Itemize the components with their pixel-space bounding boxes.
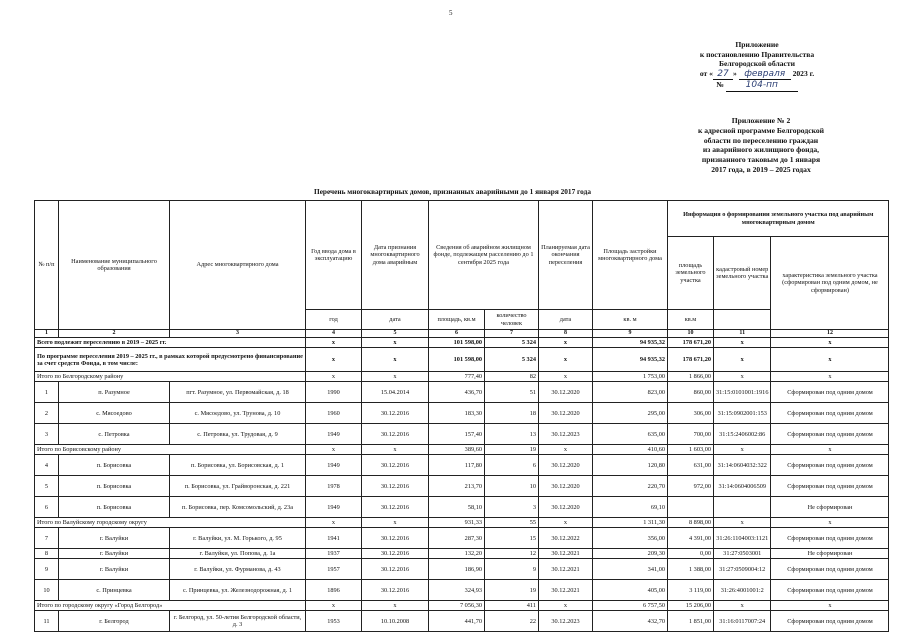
column-number: 8 [539, 330, 593, 338]
houses-table [34, 200, 889, 632]
header-cadastral: кадастровый номер земельного участка [714, 237, 771, 310]
subtotal-row [35, 518, 889, 528]
row-plan-date: 30.12.2022 [539, 528, 593, 549]
row-year: 1941 [306, 528, 362, 549]
header-fund: Сведения об аварийном жилищном фонде, подлежащем расселению до 1 сентября 2025 года [429, 201, 539, 310]
subtotal-label: Итого по Борисовскому району [35, 445, 306, 455]
row-year: 1937 [306, 549, 362, 559]
unit-area: площадь, кв.м [429, 310, 485, 330]
appendix2-heading [690, 116, 832, 175]
total-cell: 5 324 [485, 338, 539, 348]
row-land-feature: Не сформирован [771, 497, 889, 518]
total-cell: 94 935,32 [593, 348, 668, 372]
row-land-feature: Сформирован под одним домом [771, 424, 889, 445]
row-land-area: 700,00 [668, 424, 714, 445]
subtotal-cell: 1 311,30 [593, 518, 668, 528]
row-year: 1949 [306, 424, 362, 445]
row-date: 15.04.2014 [362, 382, 429, 403]
row-land-area: 860,00 [668, 382, 714, 403]
row-plan-date: 30.12.2021 [539, 549, 593, 559]
row-cadastral: 31:27:0509004:12 [714, 559, 771, 580]
row-built-area: 209,30 [593, 549, 668, 559]
row-address: с. Принцевка, ул. Железнодорожная, д. 1 [170, 580, 306, 601]
row-address: г. Белгород, ул. 50-летия Белгородской области, д. 3 [170, 611, 306, 632]
row-year: 1949 [306, 455, 362, 476]
subtotal-cell: 82 [485, 372, 539, 382]
table-row [35, 528, 889, 549]
table-row [35, 382, 889, 403]
row-address: п. Борисовка, пер. Комсомольский, д. 23а [170, 497, 306, 518]
column-number: 2 [59, 330, 170, 338]
row-people: 10 [485, 476, 539, 497]
subtotal-label: Итого по городскому округу «Город Белгород» [35, 601, 306, 611]
column-number: 7 [485, 330, 539, 338]
subtotal-cell: 1 866,00 [668, 372, 714, 382]
row-municipality: г. Валуйки [59, 559, 170, 580]
subtotal-cell: x [306, 518, 362, 528]
number-prefix: № [716, 80, 724, 89]
subtotal-cell: x [539, 518, 593, 528]
row-date: 30.12.2016 [362, 424, 429, 445]
row-cadastral: 31:15:2406002:86 [714, 424, 771, 445]
row-people: 6 [485, 455, 539, 476]
row-address: п. Борисовка, ул. Борисовская, д. 1 [170, 455, 306, 476]
column-number: 3 [170, 330, 306, 338]
row-number: 4 [35, 455, 59, 476]
row-built-area: 120,80 [593, 455, 668, 476]
row-built-area: 295,00 [593, 403, 668, 424]
row-year: 1957 [306, 559, 362, 580]
total-cell: x [714, 348, 771, 372]
row-land-feature: Сформирован под одним домом [771, 559, 889, 580]
unit-plan-date: дата [539, 310, 593, 330]
table-row [35, 424, 889, 445]
row-area: 117,80 [429, 455, 485, 476]
header-land-area: площадь земельного участка [668, 237, 714, 310]
row-year: 1896 [306, 580, 362, 601]
row-number: 5 [35, 476, 59, 497]
total-row [35, 348, 889, 372]
header-land-info: Информация о формировании земельного участка под аварийным многоквартирным домом [668, 201, 889, 237]
row-land-feature: Не сформирован [771, 549, 889, 559]
appendix-date-line [682, 69, 832, 81]
subtotal-cell: 931,33 [429, 518, 485, 528]
header-built-area: Площадь застройки многоквартирного дома [593, 201, 668, 310]
subtotal-cell: x [362, 445, 429, 455]
subtotal-cell: 19 [485, 445, 539, 455]
subtotal-cell: x [771, 518, 889, 528]
subtotal-cell: x [714, 445, 771, 455]
appendix-title: Приложение [735, 40, 779, 49]
row-cadastral: 31:16:0117007:24 [714, 611, 771, 632]
total-cell: x [362, 348, 429, 372]
subtotal-row [35, 601, 889, 611]
row-municipality: с. Принцевка [59, 580, 170, 601]
subtotal-cell: x [306, 601, 362, 611]
total-row [35, 338, 889, 348]
row-municipality: п. Борисовка [59, 497, 170, 518]
row-year: 1960 [306, 403, 362, 424]
row-municipality: п. Борисовка [59, 455, 170, 476]
row-date: 30.12.2016 [362, 528, 429, 549]
unit-year: год [306, 310, 362, 330]
unit-built: кв. м [593, 310, 668, 330]
table-row [35, 611, 889, 632]
row-area: 213,70 [429, 476, 485, 497]
row-date: 30.12.2016 [362, 497, 429, 518]
row-plan-date: 30.12.2023 [539, 424, 593, 445]
row-built-area: 69,10 [593, 497, 668, 518]
row-address: г. Валуйки, ул. Фурманова, д. 43 [170, 559, 306, 580]
table-row [35, 403, 889, 424]
row-address: пгт. Разумное, ул. Первомайская, д. 18 [170, 382, 306, 403]
subtotal-cell: x [714, 518, 771, 528]
subtotal-cell: x [771, 601, 889, 611]
appendix-stamp [682, 40, 832, 92]
subtotal-cell: 15 206,00 [668, 601, 714, 611]
row-municipality: п. Разумное [59, 382, 170, 403]
handwritten-number: 104-пп [745, 80, 778, 90]
row-people: 3 [485, 497, 539, 518]
row-cadastral: 31:15:0101001:1916 [714, 382, 771, 403]
row-plan-date: 30.12.2020 [539, 382, 593, 403]
row-area: 157,40 [429, 424, 485, 445]
subtotal-cell: x [714, 601, 771, 611]
row-land-area: 1 388,00 [668, 559, 714, 580]
total-cell: x [362, 338, 429, 348]
table-row [35, 549, 889, 559]
row-land-area: 631,00 [668, 455, 714, 476]
subtotal-label: Итого по Валуйскому городскому округу [35, 518, 306, 528]
column-number: 9 [593, 330, 668, 338]
total-cell: x [714, 338, 771, 348]
row-date: 30.12.2016 [362, 403, 429, 424]
row-land-area: 306,00 [668, 403, 714, 424]
appendix-line: к постановлению Правительства [699, 49, 815, 59]
row-number: 3 [35, 424, 59, 445]
subtotal-cell: x [306, 445, 362, 455]
row-plan-date: 30.12.2020 [539, 476, 593, 497]
total-label: Всего подлежит переселению в 2019 – 2025 гг. [35, 338, 306, 348]
row-people: 9 [485, 559, 539, 580]
date-mid: » [732, 68, 737, 78]
row-municipality: г. Белгород [59, 611, 170, 632]
row-number: 10 [35, 580, 59, 601]
row-land-area: 3 119,00 [668, 580, 714, 601]
row-land-feature: Сформирован под одним домом [771, 528, 889, 549]
header-year: Год ввода дома в эксплуатацию [306, 201, 362, 310]
subtotal-cell: x [539, 445, 593, 455]
subtotal-cell: 410,60 [593, 445, 668, 455]
row-date: 30.12.2016 [362, 580, 429, 601]
table-row [35, 559, 889, 580]
total-cell: x [539, 338, 593, 348]
handwritten-month: февраля [744, 68, 786, 79]
total-cell: x [306, 348, 362, 372]
page-number: 5 [449, 9, 453, 17]
handwritten-day: 27 [717, 68, 729, 79]
header-num: № п/п [35, 201, 59, 330]
row-date: 30.12.2016 [362, 549, 429, 559]
appendix-number-line [682, 80, 832, 92]
row-built-area: 356,00 [593, 528, 668, 549]
total-cell: x [771, 348, 889, 372]
row-date: 10.10.2008 [362, 611, 429, 632]
table-row [35, 476, 889, 497]
row-area: 58,10 [429, 497, 485, 518]
appendix2-line: к адресной программе Белгородской [697, 125, 825, 135]
row-land-area: 0,00 [668, 549, 714, 559]
row-plan-date: 30.12.2020 [539, 497, 593, 518]
total-cell: 101 598,00 [429, 338, 485, 348]
row-built-area: 405,00 [593, 580, 668, 601]
subtotal-cell: 7 056,30 [429, 601, 485, 611]
subtotal-label: Итого по Белгородскому району [35, 372, 306, 382]
column-number: 6 [429, 330, 485, 338]
row-land-area: 1 851,00 [668, 611, 714, 632]
row-people: 18 [485, 403, 539, 424]
date-year: 2023 г. [792, 68, 815, 78]
row-land-feature: Сформирован под одним домом [771, 580, 889, 601]
row-date: 30.12.2016 [362, 559, 429, 580]
row-municipality: с. Мясоедово [59, 403, 170, 424]
header-land-feature: характеристика земельного участка (сформирован под одним домом, не сформирован) [771, 237, 889, 330]
column-number: 11 [714, 330, 771, 338]
date-prefix: от « [699, 68, 713, 78]
unit-cadastral [714, 310, 771, 330]
row-cadastral: 31:26:1104003:1121 [714, 528, 771, 549]
row-plan-date: 30.12.2023 [539, 611, 593, 632]
row-land-feature: Сформирован под одним домом [771, 382, 889, 403]
row-address: г. Валуйки, ул. Попова, д. 1а [170, 549, 306, 559]
row-area: 436,70 [429, 382, 485, 403]
total-label: По программе переселения 2019 – 2025 гг., в рамках которой предусмотрено финансирование за счет средств Фонда, в том числе: [35, 348, 306, 372]
subtotal-cell: 777,40 [429, 372, 485, 382]
total-cell: 94 935,32 [593, 338, 668, 348]
row-cadastral: 31:27:0503001 [714, 549, 771, 559]
appendix2-line: 2017 года, в 2019 – 2025 годах [711, 164, 811, 174]
row-land-feature: Сформирован под одним домом [771, 476, 889, 497]
subtotal-cell: 389,60 [429, 445, 485, 455]
row-area: 183,30 [429, 403, 485, 424]
table-row [35, 580, 889, 601]
row-address: г. Валуйки, ул. М. Горького, д. 95 [170, 528, 306, 549]
row-built-area: 823,00 [593, 382, 668, 403]
row-built-area: 635,00 [593, 424, 668, 445]
row-cadastral: 31:26:4001001:2 [714, 580, 771, 601]
row-area: 441,70 [429, 611, 485, 632]
table-row [35, 455, 889, 476]
subtotal-cell: 1 753,00 [593, 372, 668, 382]
subtotal-cell: x [362, 601, 429, 611]
row-cadastral: 31:14:0604032:322 [714, 455, 771, 476]
row-built-area: 432,70 [593, 611, 668, 632]
row-year: 1953 [306, 611, 362, 632]
row-area: 324,93 [429, 580, 485, 601]
subtotal-cell: x [771, 445, 889, 455]
total-cell: 101 598,00 [429, 348, 485, 372]
column-numbers-row [35, 330, 889, 338]
row-plan-date: 30.12.2020 [539, 455, 593, 476]
row-address: с. Петровка, ул. Трудовая, д. 9 [170, 424, 306, 445]
row-year: 1949 [306, 497, 362, 518]
subtotal-cell: x [362, 372, 429, 382]
row-year: 1990 [306, 382, 362, 403]
total-cell: 5 324 [485, 348, 539, 372]
row-built-area: 341,00 [593, 559, 668, 580]
row-area: 287,30 [429, 528, 485, 549]
subtotal-cell: 55 [485, 518, 539, 528]
header-municipality: Наименование муниципального образования [59, 201, 170, 330]
appendix2-line: области по переселению граждан [703, 135, 819, 145]
total-cell: x [771, 338, 889, 348]
appendix-line: Белгородской области [718, 59, 795, 68]
row-date: 30.12.2016 [362, 455, 429, 476]
row-municipality: п. Борисовка [59, 476, 170, 497]
subtotal-cell: x [539, 372, 593, 382]
total-cell: 178 671,20 [668, 348, 714, 372]
row-people: 15 [485, 528, 539, 549]
row-built-area: 220,70 [593, 476, 668, 497]
row-number: 2 [35, 403, 59, 424]
row-plan-date: 30.12.2020 [539, 403, 593, 424]
row-number: 9 [35, 559, 59, 580]
column-number: 1 [35, 330, 59, 338]
total-cell: 178 671,20 [668, 338, 714, 348]
row-people: 13 [485, 424, 539, 445]
subtotal-cell: x [362, 518, 429, 528]
row-plan-date: 30.12.2021 [539, 580, 593, 601]
row-cadastral [714, 497, 771, 518]
subtotal-cell: 1 603,00 [668, 445, 714, 455]
row-year: 1978 [306, 476, 362, 497]
subtotal-row [35, 372, 889, 382]
row-people: 22 [485, 611, 539, 632]
subtotal-row [35, 445, 889, 455]
subtotal-cell: x [771, 372, 889, 382]
row-land-feature: Сформирован под одним домом [771, 403, 889, 424]
subtotal-cell: 6 757,50 [593, 601, 668, 611]
subtotal-cell: x [306, 372, 362, 382]
document-title: Перечень многоквартирных домов, признанных аварийными до 1 января 2017 года [314, 187, 591, 196]
row-people: 12 [485, 549, 539, 559]
row-number: 7 [35, 528, 59, 549]
appendix2-line: признанного таковым до 1 января [701, 155, 821, 165]
row-municipality: г. Валуйки [59, 528, 170, 549]
row-date: 30.12.2016 [362, 476, 429, 497]
subtotal-cell: x [714, 372, 771, 382]
row-land-area: 972,00 [668, 476, 714, 497]
header-row [35, 201, 889, 237]
unit-date: дата [362, 310, 429, 330]
row-cadastral: 31:15:0902001:153 [714, 403, 771, 424]
total-cell: x [539, 348, 593, 372]
row-number: 8 [35, 549, 59, 559]
unit-land: кв.м [668, 310, 714, 330]
row-area: 132,20 [429, 549, 485, 559]
header-address: Адрес многоквартирного дома [170, 201, 306, 330]
unit-people: количество человек [485, 310, 539, 330]
appendix2-line: Приложение № 2 [731, 116, 791, 125]
row-land-feature: Сформирован под одним домом [771, 455, 889, 476]
table-row [35, 497, 889, 518]
column-number: 4 [306, 330, 362, 338]
appendix2-line: из аварийного жилищного фонда, [702, 145, 820, 155]
row-address: п. Борисовка, ул. Грайворонская, д. 221 [170, 476, 306, 497]
column-number: 5 [362, 330, 429, 338]
row-land-feature: Сформирован под одним домом [771, 611, 889, 632]
row-number: 1 [35, 382, 59, 403]
column-number: 12 [771, 330, 889, 338]
row-cadastral: 31:14:0604006509 [714, 476, 771, 497]
total-cell: x [306, 338, 362, 348]
row-land-area [668, 497, 714, 518]
row-people: 51 [485, 382, 539, 403]
subtotal-cell: 8 898,00 [668, 518, 714, 528]
row-area: 186,90 [429, 559, 485, 580]
row-municipality: с. Петровка [59, 424, 170, 445]
row-address: с. Мясоедово, ул. Трунова, д. 10 [170, 403, 306, 424]
row-number: 11 [35, 611, 59, 632]
row-people: 19 [485, 580, 539, 601]
subtotal-cell: 411 [485, 601, 539, 611]
row-municipality: г. Валуйки [59, 549, 170, 559]
row-land-area: 4 391,00 [668, 528, 714, 549]
header-plan-date: Планируемая дата окончания переселения [539, 201, 593, 310]
column-number: 10 [668, 330, 714, 338]
subtotal-cell: x [539, 601, 593, 611]
header-date: Дата признания многоквартирного дома аварийным [362, 201, 429, 310]
row-plan-date: 30.12.2021 [539, 559, 593, 580]
row-number: 6 [35, 497, 59, 518]
